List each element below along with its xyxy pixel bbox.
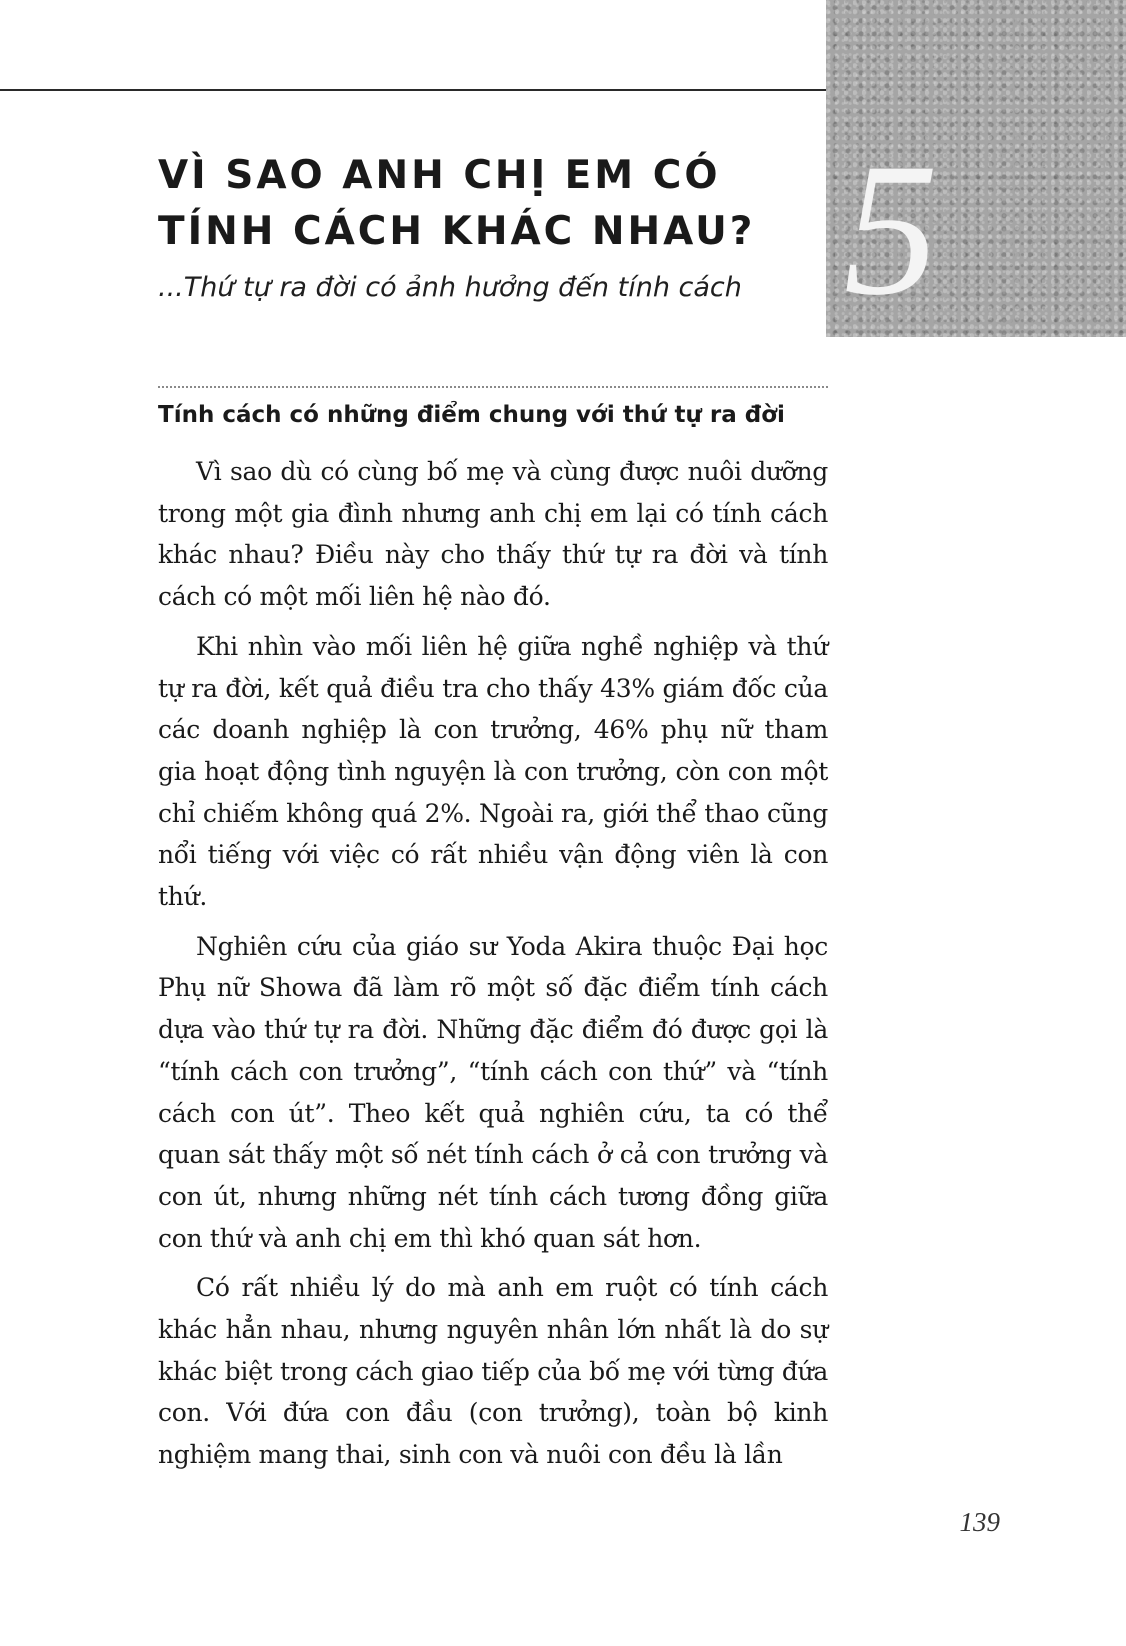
- chapter-number: 5: [843, 125, 939, 335]
- paragraph-3: Nghiên cứu của giáo sư Yoda Akira thuộc Đại học Phụ nữ Showa đã làm rõ một số đặc điểm tính cách dựa vào thứ tự ra đời. Những đặc điểm đó được gọi là “tính cách con trưởng”, “tính cách con thứ” và “tính cách con út”. Theo kết quả nghiên cứu, ta có thể quan sát thấy một số nét tính cách ở cả con trưởng và con út, nhưng những nét tính cách tương đồng giữa con thứ và anh chị em thì khó quan sát hơn.: [158, 931, 828, 1253]
- chapter-title: VÌ SAO ANH CHỊ EM CÓ TÍNH CÁCH KHÁC NHAU?: [158, 153, 756, 254]
- chapter-number-block: [826, 0, 1126, 337]
- paragraph-1: Vì sao dù có cùng bố mẹ và cùng được nuôi dưỡng trong một gia đình nhưng anh chị em lại có tính cách khác nhau? Điều này cho thấy thứ tự ra đời và tính cách có một mối liên hệ nào đó.: [158, 457, 828, 612]
- paragraph-2: Khi nhìn vào mối liên hệ giữa nghề nghiệp và thứ tự ra đời, kết quả điều tra cho thấy 43% giám đốc của các doanh nghiệp là con trưởng, 46% phụ nữ tham gia hoạt động tình nguyện là con trưởng, còn con một chỉ chiếm không quá 2%. Ngoài ra, giới thể thao cũng nổi tiếng với việc có rất nhiều vận động viên là con thứ.: [158, 631, 828, 912]
- paragraph-4: Có rất nhiều lý do mà anh em ruột có tính cách khác hẳn nhau, nhưng nguyên nhân lớn nhất là do sự khác biệt trong cách giao tiếp của bố mẹ với từng đứa con. Với đứa con đầu (con trưởng), toàn bộ kinh nghiệm mang thai, sinh con và nuôi con đều là lần: [158, 1273, 828, 1470]
- section-heading: Tính cách có những điểm chung với thứ tự ra đời: [158, 402, 785, 428]
- section-divider: [158, 386, 828, 388]
- page-number: 139: [959, 1507, 1000, 1537]
- chapter-subtitle: ...Thứ tự ra đời có ảnh hưởng đến tính cách: [158, 272, 742, 303]
- body-text: [158, 451, 828, 1484]
